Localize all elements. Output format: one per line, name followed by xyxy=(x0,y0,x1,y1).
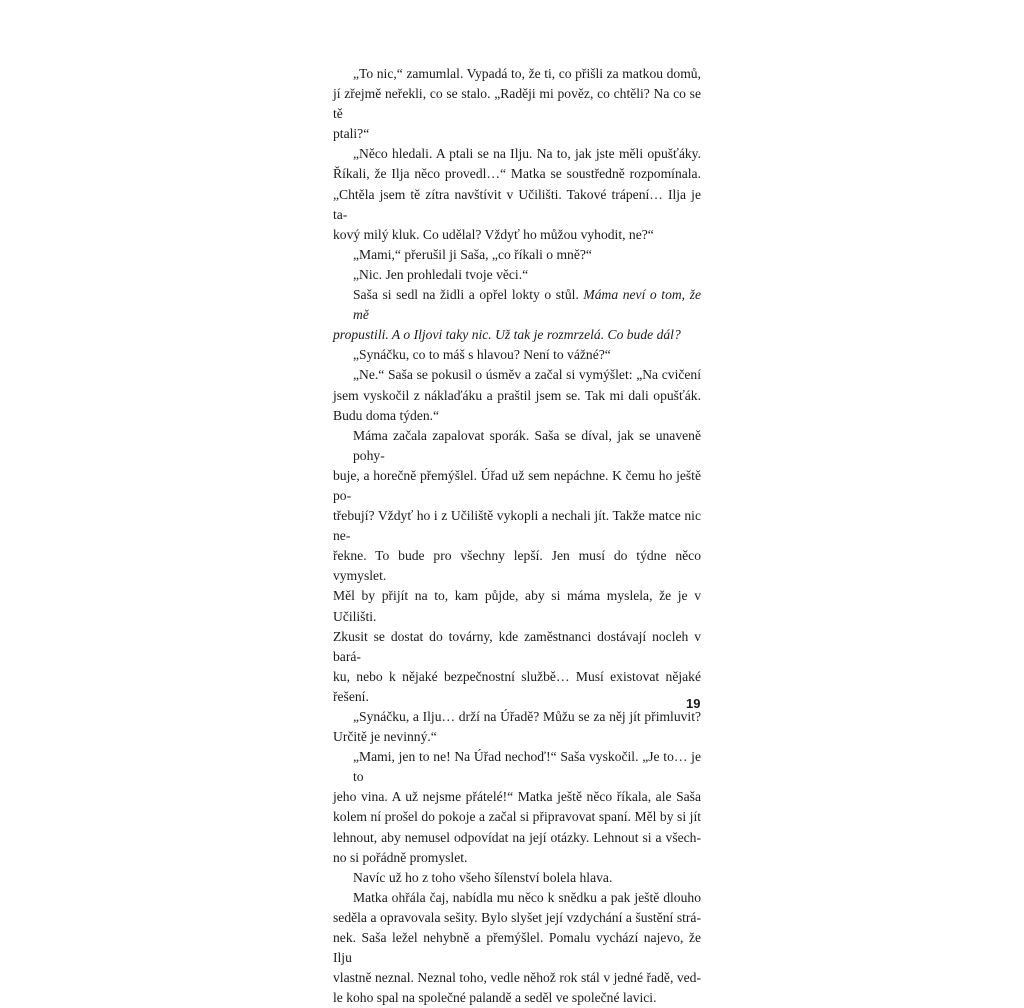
text-line xyxy=(333,386,701,406)
body-text xyxy=(333,64,701,1008)
text-line xyxy=(333,265,701,285)
text-line xyxy=(333,546,701,586)
text-line xyxy=(333,164,701,184)
text-line xyxy=(333,345,701,365)
text-line xyxy=(333,908,701,928)
text-line-content: nek. Saša ležel nehybně a přemýšlel. Pomalu vychází najevo, že Ilju xyxy=(333,930,701,966)
text-line xyxy=(333,245,701,265)
text-line-content: Budu doma týden.“ xyxy=(333,407,440,423)
text-line xyxy=(333,406,701,426)
text-line xyxy=(333,285,701,325)
text-line-content: lehnout, aby nemusel odpovídat na její otázky. Lehnout si a všech- xyxy=(333,829,701,845)
text-line xyxy=(333,185,701,225)
text-line-content: třebují? Vždyť ho i z Učiliště vykopli a nechali jít. Takže matce nic ne- xyxy=(333,508,701,544)
text-line-content: řekne. To bude pro všechny lepší. Jen musí do týdne něco vymyslet. xyxy=(333,548,701,584)
page-number: 19 xyxy=(686,696,701,711)
text-line-content: Matka ohřála čaj, nabídla mu něco k snědku a pak ještě dlouho xyxy=(353,889,701,905)
text-line xyxy=(333,707,701,727)
text-line xyxy=(333,144,701,164)
text-line xyxy=(333,807,701,827)
text-line xyxy=(333,828,701,848)
text-line xyxy=(333,968,701,988)
italic-thought: Máma neví o tom, že mě xyxy=(353,287,701,323)
text-line-content: kolem ní prošel do pokoje a začal si připravovat spaní. Měl by si jít xyxy=(333,809,701,825)
text-line-content: „Synáčku, a Ilju… drží na Úřadě? Můžu se za něj jít přimluvit? xyxy=(353,709,701,724)
text-line xyxy=(333,64,701,84)
text-line-content: buje, a horečně přemýšlel. Úřad už sem nepáchne. K čemu ho ještě po- xyxy=(333,467,701,503)
text-line-content: kový milý kluk. Co udělal? Vždyť ho můžou vyhodit, ne?“ xyxy=(333,226,654,242)
text-line xyxy=(333,426,701,466)
text-line-content: Určitě je nevinný.“ xyxy=(333,729,437,745)
text-line-content: „Chtěla jsem tě zítra navštívit v Učilišti. Takové trápení… Ilja je ta- xyxy=(333,186,701,222)
text-line-content: „Ne.“ Saša se pokusil o úsměv a začal si vymýšlet: „Na cvičení xyxy=(353,367,701,383)
text-line-content: seděla a opravovala sešity. Bylo slyšet její vzdychání a šustění strá- xyxy=(333,909,701,925)
text-line xyxy=(333,787,701,807)
text-line xyxy=(333,225,701,245)
text-line-content: ku, nebo k nějaké bezpečnostní službě… Musí existovat nějaké řešení. xyxy=(333,668,701,704)
text-line xyxy=(333,727,701,747)
text-line-content: jeho vina. A už nejsme přátelé!“ Matka ještě něco říkala, ale Saša xyxy=(333,789,701,805)
text-line xyxy=(333,466,701,506)
text-line-content: „To nic,“ zamumlal. Vypadá to, že ti, co přišli za matkou domů, xyxy=(353,66,701,81)
text-line-content: jí zřejmě neřekli, co se stalo. „Raději mi pověz, co chtěli? Na co se tě xyxy=(333,86,701,122)
text-line-content: „Něco hledali. A ptali se na Ilju. Na to, jak jste měli opušťáky. xyxy=(353,146,701,162)
text-line xyxy=(333,747,701,787)
text-line xyxy=(333,848,701,868)
text-line xyxy=(333,667,701,707)
text-line xyxy=(333,586,701,626)
text-line-content: ptali?“ xyxy=(333,126,370,142)
text-line xyxy=(333,325,701,345)
text-line-content: „Mami,“ přerušil ji Saša, „co říkali o mně?“ xyxy=(353,246,592,262)
text-line-content: Říkali, že Ilja něco provedl…“ Matka se soustředně rozpomínala. xyxy=(333,166,701,182)
text-line-content: „Synáčku, co to máš s hlavou? Není to vážné?“ xyxy=(353,347,611,363)
text-line xyxy=(333,888,701,908)
text-line xyxy=(333,124,701,144)
text-line-content: „Nic. Jen prohledali tvoje věci.“ xyxy=(353,266,529,282)
text-line xyxy=(333,84,701,124)
text-line-content: Saša si sedl na židli a opřel lokty o stůl. xyxy=(353,287,584,303)
text-line xyxy=(333,988,701,1008)
text-line-content: Měl by přijít na to, kam půjde, aby si máma myslela, že je v Učilišti. xyxy=(333,588,701,624)
text-line xyxy=(333,627,701,667)
text-line xyxy=(333,928,701,968)
italic-thought: propustili. A o Iljovi taky nic. Už tak je rozmrzelá. Co bude dál? xyxy=(333,327,681,343)
text-line xyxy=(333,365,701,385)
text-line-content: no si pořádně promyslet. xyxy=(333,849,468,865)
text-line-content: jsem vyskočil z náklaďáku a praštil jsem se. Tak mi dali opušťák. xyxy=(333,387,701,403)
text-line-content: le koho spal na společné palandě a seděl ve společné lavici. xyxy=(333,990,657,1006)
text-line-content: Navíc už ho z toho všeho šílenství bolela hlava. xyxy=(353,869,613,885)
text-line xyxy=(333,506,701,546)
text-line-content: Zkusit se dostat do továrny, kde zaměstnanci dostávají nocleh v bará- xyxy=(333,628,701,664)
text-line-content: vlastně neznal. Neznal toho, vedle něhož rok stál v jedné řadě, ved- xyxy=(333,970,701,986)
text-line-content: Máma začala zapalovat sporák. Saša se díval, jak se unaveně pohy- xyxy=(353,427,701,463)
text-line-content: „Mami, jen to ne! Na Úřad nechoď!“ Saša vyskočil. „Je to… je to xyxy=(353,749,701,785)
text-line xyxy=(333,868,701,888)
